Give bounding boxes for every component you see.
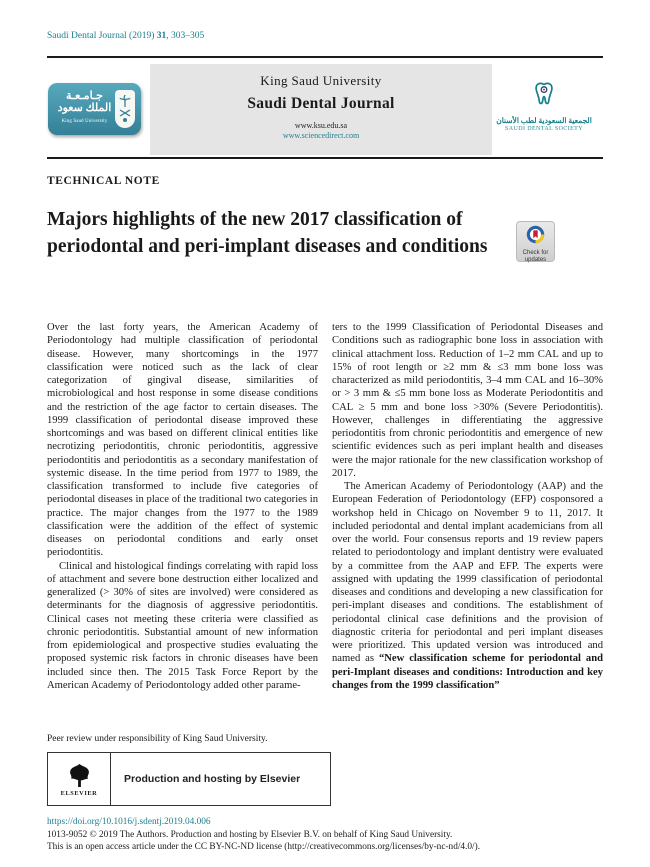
peer-review-note: Peer review under responsibility of King Saud University. (47, 734, 268, 744)
left-column (47, 321, 318, 692)
article-title: Majors highlights of the new 2017 classification of periodontal and peri-implant diseases and conditions (47, 209, 488, 257)
crossmark-label-line2: updates (524, 256, 547, 263)
crossmark-icon (526, 225, 545, 244)
paragraph-3-bold-quote: “New classification scheme for periodontal and peri-Implant diseases and conditions: Introduction and key changes from the 1999 classification” (332, 653, 603, 691)
section-label: TECHNICAL NOTE (47, 175, 160, 187)
university-name: King Saud University (260, 73, 382, 88)
right-column (332, 321, 603, 692)
sds-logo (485, 81, 603, 132)
masthead-divider (47, 157, 603, 159)
sds-logo-arabic: الجمعية السعودية لطب الأسنان (496, 116, 592, 125)
license-line: This is an open access article under the CC BY-NC-ND license (http://creativecommons.org/licenses/by-nc-nd/4.0/). (47, 842, 481, 852)
copyright-line: 1013-9052 © 2019 The Authors. Production and hosting by Elsevier B.V. on behalf of King Saud University. (47, 830, 453, 840)
paragraph-2: Clinical and histological findings correlating with rapid loss of attachment and severe bone destruction either localized and generalized (> 30% of sites are involved) were considered as determinants for the diagnosis of aggressive periodontitis. Clinical cases not meeting these criteria were classified as chronic periodontitis. Substantial amount of new information from epidemiological and prospective studies evaluating the proposed systemic risk factors in chronic diseases have been included since then. The 2015 Task Force Report by the American Academy of Periodontology added other parame- (47, 560, 318, 691)
elsevier-wordmark: ELSEVIER (60, 790, 98, 797)
ksu-logo-caption: King Saud University (61, 119, 108, 124)
check-for-updates-badge[interactable] (516, 221, 555, 262)
journal-citation (47, 31, 204, 41)
masthead-box (150, 64, 492, 155)
elsevier-box (47, 752, 331, 806)
paragraph-2-continued: ters to the 1999 Classification of Periodontal Diseases and Conditions such as radiographic bone loss in association with clinical attachment loss. Reduction of 1–2 mm CAL and up to 15% of root length or ≥2 mm & ≤3 mm bone loss was characterized as mild periodontitis, 3–4 mm CAL and 16–30% or > 3 mm & ≤5 mm bone loss as Moderate Periodontitis and CAL ≥ 5 mm and bone loss >30% (Severe Periodontitis). However, challenges in differentiating the aggressive periodontitis from chronic periodontitis and emergence of new scientific evidences such as peri implant health and diseases were the major rationale for the new classification workshop of 2017. (332, 322, 603, 479)
paragraph-3-text: The American Academy of Periodontology (AAP) and the European Federation of Periodontology (EFP) cosponsored a workshop held in Chicago on November 9 to 11, 2017. It included periodontal and dental implant academicians from all over the world. Four consensus reports and 19 review papers related to periodontology and implant dentistry were evaluated by a committee from the AAP and EFP. The experts were assigned with updating the 1999 classification of periodontal diseases and conditions and developing a new classification for peri-implant diseases and conditions. The establishment of periodontal clinical case definitions and the provision of diagnostic criteria for periodontal and peri implant diseases were prioritized. This updated version was introduced and named as (332, 481, 603, 665)
tooth-icon (531, 81, 557, 109)
sciencedirect-url-link[interactable]: www.sciencedirect.com (282, 131, 360, 140)
journal-title: Saudi Dental Journal (247, 95, 395, 112)
crossmark-label-line1: Check for (522, 250, 549, 256)
paragraph-1: Over the last forty years, the American Academy of Periodontology had multiple classification of periodontal disease. However, many shortcomings in the 1977 classification were noticed such as the lack of clear categorization of gingival disease, similarities of microbiological and host response in some disease conditions and the restriction of the age factor to certain diseases. The 1999 classification of periodontal disease improved these shortcomings and was based on different clinical entities like necrotizing periodontitis, chronic periodontitis, aggressive periodontitis and periodontitis as a secondary manifestation of systemic disease. In the time period from 1977 to 1989, the classification transformed to include five categories of periodontal diseases in place of the traditional two categories in practice. The major changes from the 1977 to the 1989 classification were the addition of the effect of systemic diseases on periodontal conditions and early onset periodontitis. (47, 322, 318, 559)
article-body (47, 321, 603, 692)
ksu-logo (48, 83, 141, 135)
ksu-url-link[interactable]: www.ksu.edu.sa (294, 121, 348, 130)
citation-journal: Saudi Dental Journal (2019) (47, 31, 157, 41)
sds-logo-caption: SAUDI DENTAL SOCIETY (505, 126, 583, 132)
ksu-logo-arabic-top: جـامـعـة (66, 90, 103, 102)
citation-pages: , 303–305 (166, 31, 205, 41)
palm-and-swords-icon (118, 94, 132, 124)
paragraph-3 (332, 480, 603, 692)
citation-volume: 31 (156, 31, 167, 41)
masthead (47, 63, 603, 155)
doi-link[interactable]: https://doi.org/10.1016/j.sdentj.2019.04.006 (47, 817, 211, 827)
ksu-logo-arabic-bottom: الملك سعود (57, 102, 112, 114)
ksu-shield-icon (115, 90, 135, 128)
elsevier-hosting-label: Production and hosting by Elsevier (110, 753, 330, 805)
elsevier-tree-icon (66, 764, 93, 789)
top-divider (47, 56, 603, 58)
